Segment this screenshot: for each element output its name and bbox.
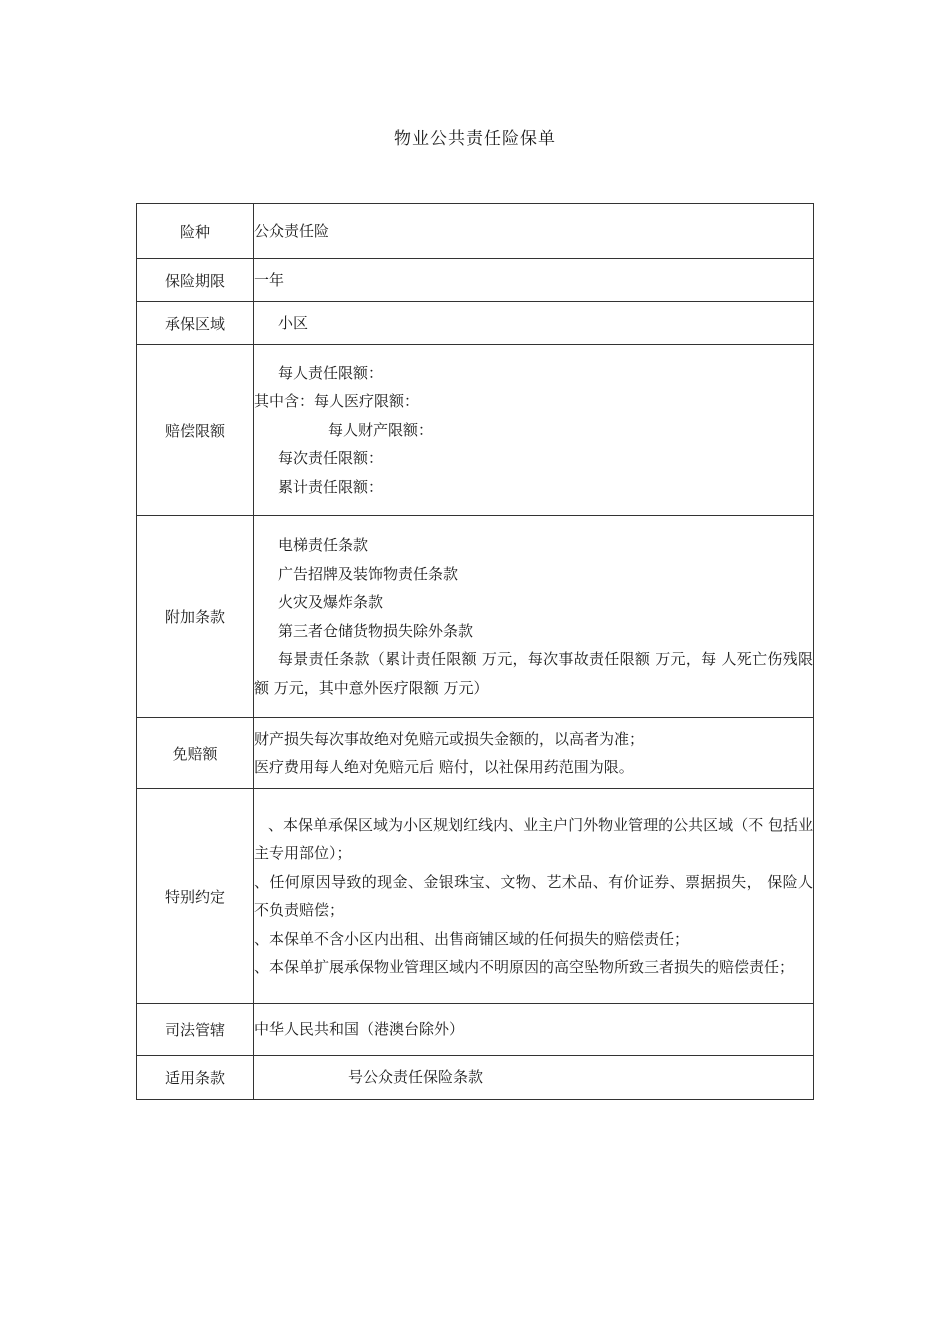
row-value-indemnity-limits — [254, 345, 814, 516]
special-term: 、本保单扩展承保物业管理区域内不明原因的高空坠物所致三者损失的赔偿责任； — [254, 958, 795, 976]
insurance-type-value: 公众责任险 — [254, 221, 330, 240]
table-row-applicable-clause — [137, 1056, 814, 1100]
period-value: 一年 — [254, 270, 285, 289]
policy-table — [136, 203, 814, 1100]
policy-title: 物业公共责任险保单 — [394, 129, 556, 149]
table-row-indemnity-limits — [137, 345, 814, 516]
clause-item: 第三者仓储货物损失除外条款 — [278, 621, 474, 640]
clause-item: 每景责任条款（累计责任限额 万元，每次事故责任限额 万元，每 人死亡伤残限额 万元，其中意外医疗限额 万元） — [254, 650, 813, 697]
clause-item: 广告招牌及装饰物责任条款 — [278, 564, 459, 583]
row-value-jurisdiction — [254, 1004, 814, 1056]
limit-line: 每次责任限额： — [278, 449, 384, 468]
row-value-insurance-type — [254, 204, 814, 259]
limit-line: 每人责任限额： — [278, 363, 384, 382]
table-row-insurance-type — [137, 204, 814, 259]
row-label-special-terms: 特别约定 — [137, 789, 254, 1004]
special-term: 、本保单承保区域为小区规划红线内、业主户门外物业管理的公共区域（不 包括业主专用部位）； — [254, 815, 813, 862]
limit-line: 累计责任限额： — [278, 477, 384, 496]
row-value-applicable-clause — [254, 1056, 814, 1100]
applicable-clause-value: 号公众责任保险条款 — [348, 1068, 484, 1087]
row-label-coverage-area: 承保区域 — [137, 302, 254, 345]
row-label-deductible: 免赔额 — [137, 718, 254, 789]
deductible-line: 财产损失每次事故绝对免赔元或损失金额的，以高者为准； — [254, 729, 645, 748]
special-term: 、任何原因导致的现金、金银珠宝、文物、艺术品、有价证券、票据损失， 保险人不负责赔偿； — [254, 872, 813, 919]
table-row-coverage-area — [137, 302, 814, 345]
row-label-additional-clauses: 附加条款 — [137, 516, 254, 718]
limit-line: 每人财产限额： — [328, 420, 434, 439]
jurisdiction-value: 中华人民共和国（港澳台除外） — [254, 1020, 465, 1039]
special-term: 、本保单不含小区内出租、出售商铺区域的任何损失的赔偿责任； — [254, 929, 690, 948]
deductible-line: 医疗费用每人绝对免赔元后 赔付，以社保用药范围为限。 — [254, 758, 634, 776]
row-value-deductible — [254, 718, 814, 789]
row-value-special-terms — [254, 789, 814, 1004]
row-label-applicable-clause: 适用条款 — [137, 1056, 254, 1100]
table-row-additional-clauses — [137, 516, 814, 718]
row-label-period: 保险期限 — [137, 259, 254, 302]
row-value-coverage-area — [254, 302, 814, 345]
table-row-period — [137, 259, 814, 302]
row-label-indemnity-limits: 赔偿限额 — [137, 345, 254, 516]
table-row-special-terms — [137, 789, 814, 1004]
coverage-area-value: 小区 — [278, 313, 309, 332]
limit-line: 其中含：每人医疗限额： — [254, 392, 420, 411]
table-row-jurisdiction — [137, 1004, 814, 1056]
table-row-deductible — [137, 718, 814, 789]
clause-item: 火灾及爆炸条款 — [278, 593, 384, 611]
row-label-jurisdiction: 司法管辖 — [137, 1004, 254, 1056]
row-value-period — [254, 259, 814, 302]
row-label-insurance-type: 险种 — [137, 204, 254, 259]
row-value-additional-clauses — [254, 516, 814, 718]
clause-item: 电梯责任条款 — [278, 536, 369, 554]
